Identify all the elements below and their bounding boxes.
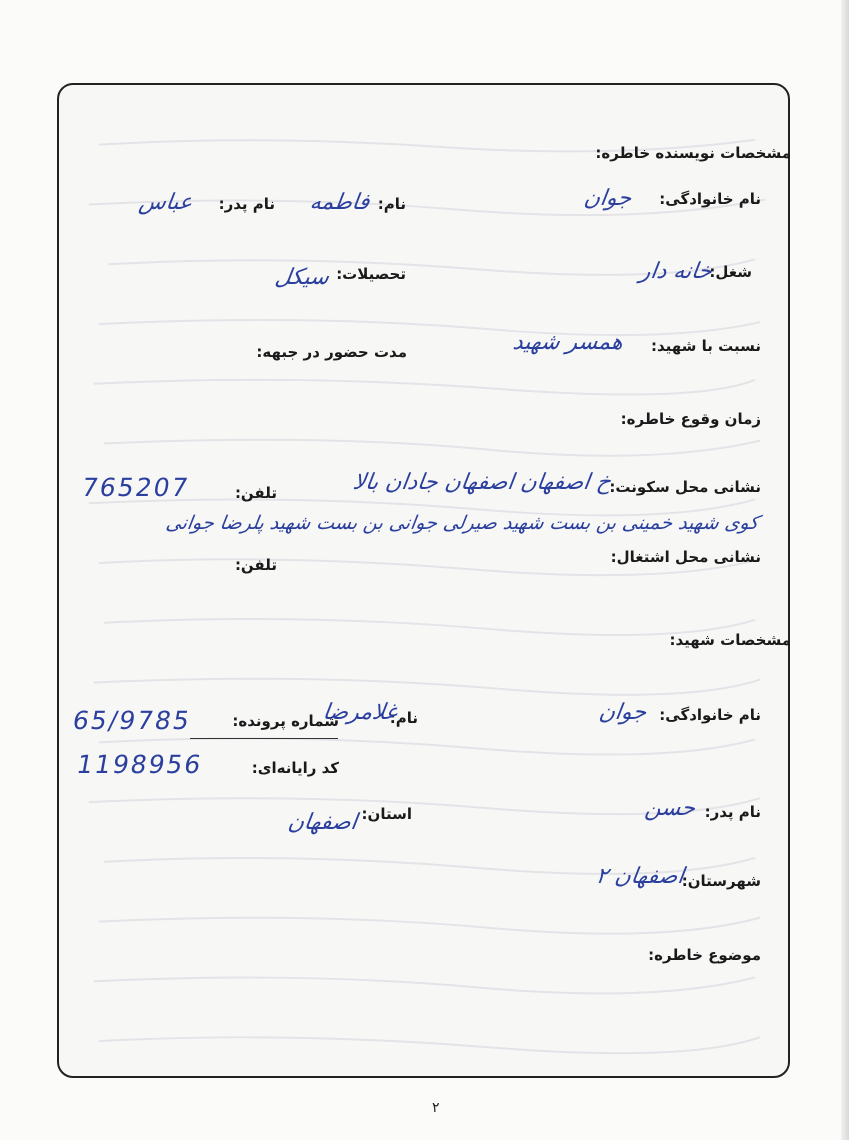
writer-address-label: نشانی محل سکونت: [609,478,761,496]
martyr-city-value[interactable]: اصفهان ۲ [594,864,686,889]
writer-work-phone-label: تلفن: [234,556,277,574]
writer-education-label: تحصیلات: [336,265,406,283]
writer-address-value-line2[interactable]: کوی شهید خمینی بن بست شهید صیرلی جوانی بن بست شهید پلرضا جوانی [164,512,761,534]
martyr-family-label: نام خانوادگی: [659,706,761,724]
file-no-underline [190,738,338,739]
writer-relation-label: نسبت با شهید: [650,337,761,355]
martyr-file-no-label: شماره پرونده: [232,712,339,730]
form-frame [57,83,790,1078]
martyr-computer-code-value[interactable]: 1198956 [74,750,205,779]
writer-phone-label: تلفن: [234,484,277,502]
martyr-province-value[interactable]: اصفهان [286,810,359,835]
writer-section-title: مشخصات نویسنده خاطره: [595,144,791,162]
page-edge [841,0,849,1140]
martyr-family-value[interactable]: جوان [597,700,648,725]
writer-front-duration-label: مدت حضور در جبهه: [256,343,407,361]
martyr-father-label: نام پدر: [704,803,761,821]
martyr-name-value[interactable]: غلامرضا [321,700,399,725]
writer-education-value[interactable]: سیکل [273,265,331,290]
writer-job-label: شغل: [709,263,752,281]
writer-relation-value[interactable]: همسر شهید [511,330,625,355]
bleed-through-texture [59,85,788,1076]
writer-work-address-label: نشانی محل اشتغال: [610,548,761,566]
page-number: ۲ [432,1100,440,1116]
martyr-father-value[interactable]: حسن [643,796,697,821]
martyr-computer-code-label: کد رایانه‌ای: [251,759,339,777]
writer-job-value[interactable]: خانه دار [638,259,714,284]
writer-phone-value[interactable]: 765207 [79,473,192,502]
martyr-section-title: مشخصات شهید: [669,631,791,649]
writer-address-value[interactable]: خ اصفهان اصفهان جادان بالا [351,470,613,495]
writer-name-value[interactable]: فاطمه [307,190,371,215]
memory-subject-label: موضوع خاطره: [648,946,761,964]
martyr-file-no-value[interactable]: 65/9785 [70,706,194,735]
martyr-province-label: استان: [361,805,412,823]
writer-name-label: نام: [377,195,406,213]
writer-memory-time-label: زمان وقوع خاطره: [620,410,761,428]
writer-family-label: نام خانوادگی: [659,190,761,208]
writer-family-value[interactable]: جوان [582,186,633,211]
writer-father-value[interactable]: عباس [136,190,194,215]
martyr-name-label: نام: [389,709,418,727]
writer-father-label: نام پدر: [218,195,275,213]
martyr-city-label: شهرستان: [681,872,761,890]
